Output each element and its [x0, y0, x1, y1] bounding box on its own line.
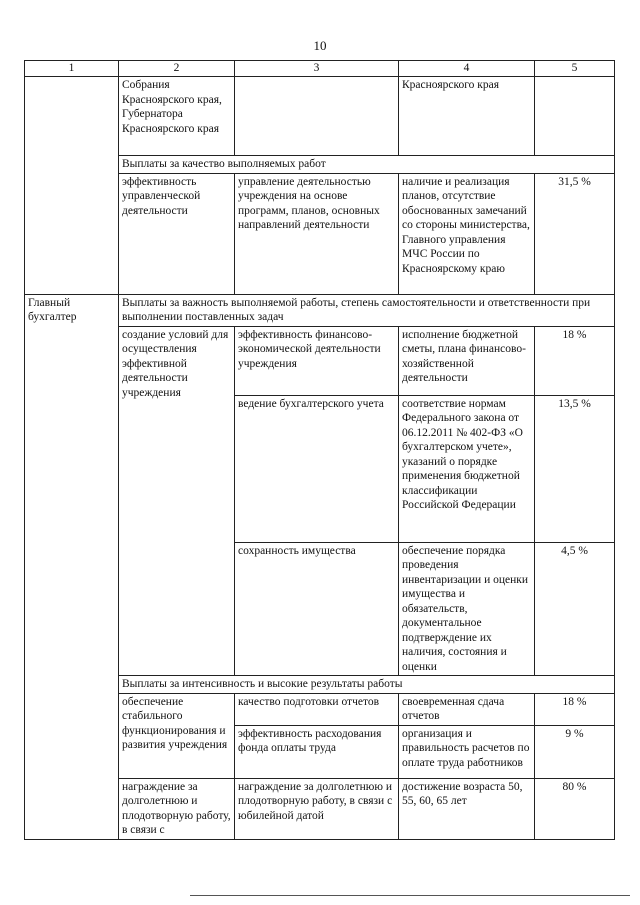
percent-cell: 13,5 % — [535, 395, 615, 542]
cell-col4: Красноярского края — [399, 77, 535, 156]
header-cell-3: 3 — [235, 61, 399, 77]
percent-cell: 31,5 % — [535, 173, 615, 294]
indicator-cell: исполнение бюджетной сметы, плана финансово-хозяйственной деятельности — [399, 326, 535, 395]
section-title: Выплаты за важность выполняемой работы, степень самостоятельности и ответственности при выполнении поставленных задач — [119, 294, 615, 326]
condition-cell: эффективность финансово-экономической деятельности учреждения — [235, 326, 399, 395]
condition-cell: ведение бухгалтерского учета — [235, 395, 399, 542]
section-title: Выплаты за качество выполняемых работ — [119, 156, 615, 174]
percent-cell: 9 % — [535, 725, 615, 778]
condition-cell: эффективность расходования фонда оплаты труда — [235, 725, 399, 778]
cell-col3 — [235, 77, 399, 156]
percent-cell: 4,5 % — [535, 542, 615, 676]
indicator-cell: соответствие нормам Федерального закона от 06.12.2011 № 402-ФЗ «О бухгалтерском учете», указаний о порядке применения бюджетной классификации Российской Федерации — [399, 395, 535, 542]
condition-cell: награждение за долголетнюю и плодотворную работу, в связи с юбилейной датой — [235, 778, 399, 839]
condition-cell: качество подготовки отчетов — [235, 693, 399, 725]
header-cell-1: 1 — [25, 61, 119, 77]
header-cell-4: 4 — [399, 61, 535, 77]
indicator-cell: наличие и реализация планов, отсутствие обоснованных замечаний со стороны министерства, Главного управления МЧС России по Красноярскому краю — [399, 173, 535, 294]
page-number: 10 — [313, 38, 327, 53]
percent-cell: 18 % — [535, 693, 615, 725]
condition-cell: сохранность имущества — [235, 542, 399, 676]
criterion-cell: создание условий для осуществления эффективной деятельности учреждения — [119, 326, 235, 676]
condition-cell: управление деятельностью учреждения на основе программ, планов, основных направлений деятельности — [235, 173, 399, 294]
indicator-cell: достижение возраста 50, 55, 60, 65 лет — [399, 778, 535, 839]
header-cell-2: 2 — [119, 61, 235, 77]
indicator-cell: обеспечение порядка проведения инвентаризации и оценки имущества и обязательств, документальное подтверждение их наличия, состояния и оценки — [399, 542, 535, 676]
cell-col2: Собрания Красноярского края, Губернатора Красноярского края — [119, 77, 235, 156]
table-row — [25, 77, 615, 156]
cell-col5 — [535, 77, 615, 156]
criterion-cell: эффективность управленческой деятельности — [119, 173, 235, 294]
position-cell: Главный бухгалтер — [25, 294, 119, 839]
header-row — [25, 61, 615, 77]
position-cell-empty — [25, 77, 119, 295]
percent-cell: 18 % — [535, 326, 615, 395]
section-row — [25, 294, 615, 326]
header-cell-5: 5 — [535, 61, 615, 77]
section-title: Выплаты за интенсивность и высокие результаты работы — [119, 676, 615, 694]
bottom-rule — [190, 895, 630, 896]
criterion-cell: обеспечение стабильного функционирования и развития учреждения — [119, 693, 235, 778]
indicator-cell: своевременная сдача отчетов — [399, 693, 535, 725]
percent-cell: 80 % — [535, 778, 615, 839]
indicator-cell: организация и правильность расчетов по оплате труда работников — [399, 725, 535, 778]
criterion-cell: награждение за долголетнюю и плодотворную работу, в связи с — [119, 778, 235, 839]
payments-table — [24, 60, 615, 840]
